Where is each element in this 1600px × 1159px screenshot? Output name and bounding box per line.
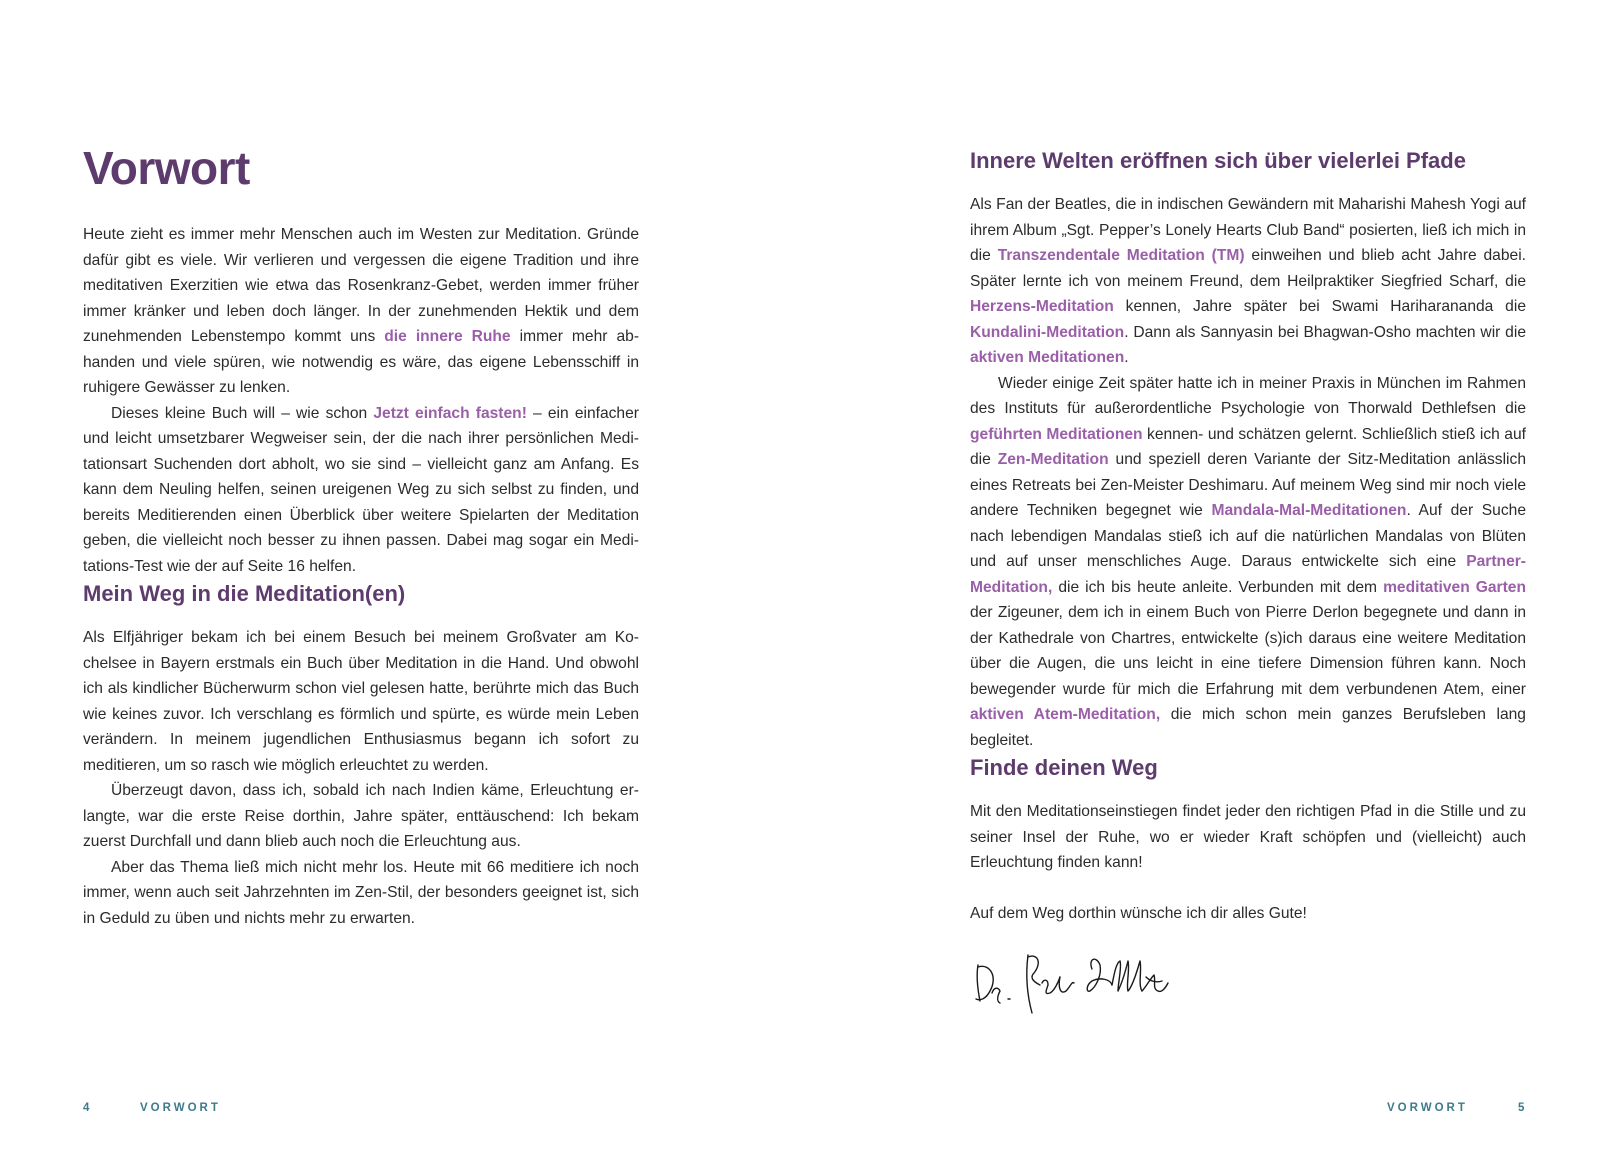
highlight-aktive-meditationen: aktiven Meditationen bbox=[970, 349, 1125, 366]
signature-image bbox=[970, 947, 1190, 1027]
highlight-meditativer-garten: meditativen Garten bbox=[1383, 578, 1527, 596]
highlight-gefuehrte-meditationen: geführten Meditationen bbox=[970, 425, 1143, 443]
section-heading-finde-deinen-weg: Finde deinen Weg bbox=[970, 755, 1158, 780]
highlight-tm: Transzendentale Meditation (TM) bbox=[997, 247, 1245, 264]
section3-paragraph-2: Auf dem Weg dorthin wünsche ich dir alles Gute! bbox=[970, 905, 1307, 922]
page-title: Vorwort bbox=[83, 142, 250, 194]
highlight-mandala-mal: Mandala-Mal-Meditationen bbox=[1211, 502, 1407, 519]
section1-paragraph-1: Als Elfjähriger bekam ich bei einem Besuch bei meinem Großvater am Kochelsee in Bayern erstmals ein Buch über Meditation in die Hand. Und obwohl ich als kindlicher Bücherwurm schon viel gelesen hatte, berührte mich das Buch wie keines zuvor. Ich verschlang es förmlich und spürte, es würde mein Leben verändern. In meinem jugendlichen Enthusiasmus begann ich sofort zu meditieren, um so rasch wie möglich erleuchtet zu werden. bbox=[83, 629, 639, 774]
section-heading-innere-welten: Innere Welten eröffnen sich über vielerlei Pfade bbox=[970, 148, 1466, 173]
running-header-left: VORWORT bbox=[140, 1102, 221, 1114]
page-number-left: 4 bbox=[83, 1102, 93, 1114]
section1-paragraph-2: Überzeugt davon, dass ich, sobald ich nach Indien käme, Erleuchtung erlangte, war die erste Reise dorthin, Jahre später, enttäuschend: Ich bekam zuerst Durchfall und dann blieb auch noch die Erleuchtung aus. bbox=[83, 782, 639, 850]
right-column bbox=[970, 146, 1526, 1032]
running-header-right: VORWORT bbox=[1387, 1102, 1468, 1114]
section-heading-mein-weg: Mein Weg in die Meditation(en) bbox=[83, 581, 406, 606]
left-column bbox=[83, 140, 639, 931]
section3-paragraph-1: Mit den Meditationseinstiegen findet jeder den richtigen Pfad in die Stille und zu seiner Insel der Ruhe, wo er wieder Kraft schöpfen und (vielleicht) auch Erleuchtung finden kann! bbox=[970, 803, 1526, 871]
section2-paragraph-1: Als Fan der Beatles, die in indischen Gewändern mit Maharishi Mahesh Yogi auf ihrem Album „Sgt. Pepper’s Lonely Hearts Club Band“ posierten, ließ ich mich in die Transzendentale Meditation (TM) einweihen und blieb acht Jahre dabei. Später lernte ich von meinem Freund, dem Heilpraktiker Siegfried Scharf, die Herzens-Meditation kennen, Jahre später bei Swami Hariharananda die Kundalini-Meditation. Dann als Sannyasin bei Bhagwan-Osho machten wir die aktiven Meditationen. bbox=[970, 196, 1526, 366]
intro-paragraph-2: Dieses kleine Buch will – wie schon Jetzt einfach fasten! – ein einfacher und leicht umsetzbarer Wegweiser sein, der die nach ihrer persönlichen Meditationsart Suchenden dort abholt, wo sie sind – vielleicht ganz am Anfang. Es kann dem Neuling helfen, seinen ureigenen Weg zu sich selbst zu finden, und bereits Meditierenden einen Überblick über weitere Spielarten der Meditation geben, die vielleicht noch besser zu ihnen passen. Dabei mag sogar ein Meditations-Test wie der auf Seite 16 helfen. bbox=[83, 404, 639, 575]
section1-paragraph-3: Aber das Thema ließ mich nicht mehr los. Heute mit 66 meditiere ich noch immer, wenn auch seit Jahrzehnten im Zen-Stil, der besonders geeignet ist, sich in Geduld zu üben und nichts mehr zu erwarten. bbox=[83, 858, 639, 927]
highlight-kundalini: Kundalini-Meditation bbox=[970, 323, 1125, 341]
highlight-jetzt-einfach-fasten: Jetzt einfach fasten! bbox=[373, 404, 527, 422]
right-page bbox=[800, 0, 1600, 1159]
highlight-herzens-meditation: Herzens-Meditation bbox=[970, 298, 1114, 315]
highlight-zen-meditation: Zen-Meditation bbox=[997, 451, 1109, 468]
highlight-partner-meditation: Partner-Meditation, bbox=[970, 553, 1526, 596]
highlight-atem-meditation: aktiven Atem-Meditation, bbox=[970, 706, 1161, 723]
highlight-innere-ruhe: die innere Ruhe bbox=[384, 328, 511, 345]
page-number-right: 5 bbox=[1518, 1102, 1528, 1114]
intro-paragraph-1: Heute zieht es immer mehr Menschen auch im Westen zur Meditation. Gründe dafür gibt es viele. Wir verlieren und vergessen die eigene Tradition und ihre meditativen Exerzitien wie etwa das Rosenkranz-Gebet, werden immer früher immer kränker und leben doch länger. In der zunehmenden Hektik und dem zunehmenden Lebenstempo kommt uns die innere Ruhe immer mehr abhanden und viele spüren, wie notwendig es wäre, das eigene Lebensschiff in ruhigere Gewässer zu lenken. bbox=[83, 226, 640, 396]
section2-paragraph-2: Wieder einige Zeit später hatte ich in meiner Praxis in München im Rahmen des Instituts für außerordentliche Psychologie von Thorwald Dethlefsen die geführten Meditationen kennen- und schätzen gelernt. Schließlich stieß ich auf die Zen-Meditation und speziell deren Variante der Sitz-Meditation anlässlich eines Retreats bei Zen-Meister Deshimaru. Auf meinem Weg sind mir noch viele andere Techniken begegnet wie Mandala-Mal-Meditationen. Auf der Suche nach lebendigen Mandalas stieß ich auf die natürlichen Mandalas von Blüten und auf unser menschliches Auge. Daraus entwickelte sich eine Partner-Meditation, die ich bis heute anleite. Verbunden mit dem meditativen Garten der Zigeuner, dem ich in einem Buch von Pierre Derlon begegnete und dann in der Kathedrale von Chartres, entwickelte (s)ich daraus eine weitere Meditation über die Augen, die uns leicht in eine tiefere Dimension führen kann. Noch bewegender wurde für mich die Erfahrung mit dem verbundenen Atem, einer aktiven Atem-Meditation, die mich schon mein ganzes Berufsleben lang begleitet. bbox=[970, 374, 1527, 749]
